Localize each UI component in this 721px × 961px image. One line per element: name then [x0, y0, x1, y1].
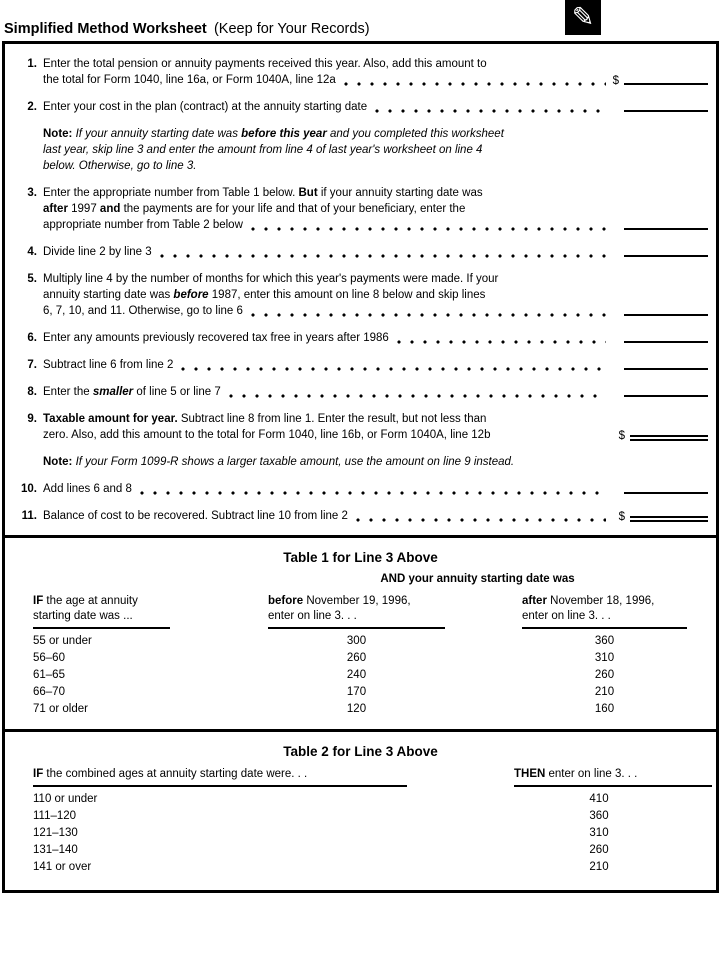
table-row-ages: 141 or over [33, 861, 92, 873]
table-2-title: Table 2 for Line 3 Above [283, 744, 438, 759]
worksheet-note-line3 [43, 126, 708, 174]
dot-leader [397, 340, 606, 344]
worksheet-line-3 [15, 185, 708, 233]
line-text: Taxable amount for year. Subtract line 8 from line 1. Enter the result, but not less than [43, 413, 487, 425]
dot-leader [181, 367, 606, 371]
answer-blank [624, 228, 708, 230]
line-number: 10. [21, 483, 37, 495]
table-2-col2-header: THEN enter on line 3. . . [514, 767, 712, 787]
line-text: Enter the smaller of line 5 or line 7 [43, 386, 221, 398]
table-1-col1-header: IF the age at annuity starting date was ... [33, 594, 170, 629]
line-text: Subtract line 6 from line 2 [43, 359, 174, 371]
section-divider [5, 535, 716, 538]
table-row-value: 360 [589, 810, 609, 822]
answer-area [608, 395, 708, 400]
worksheet-line-10 [15, 481, 708, 497]
table-row-age: 66–70 [33, 686, 65, 698]
table-row-ages: 110 or under [33, 793, 98, 805]
table-row-ages: 131–140 [33, 844, 78, 856]
table-row-after: 260 [594, 669, 615, 681]
table-row-age: 71 or older [33, 703, 88, 715]
answer-blank [624, 314, 708, 316]
section-divider [5, 729, 716, 732]
worksheet-box [2, 41, 719, 893]
line-text: Enter the total pension or annuity payments received this year. Also, add this amount to [43, 58, 487, 70]
table-1-col2-header: before November 19, 1996, enter on line 3. . . [268, 594, 445, 629]
answer-blank [630, 435, 708, 441]
answer-blank [624, 255, 708, 257]
table-row-value: 310 [589, 827, 609, 839]
table-row-value: 260 [589, 844, 609, 856]
table-row-age: 61–65 [33, 669, 65, 681]
table-row-ages: 121–130 [33, 827, 78, 839]
spacer [498, 437, 606, 441]
table-row-after: 210 [594, 686, 615, 698]
dot-leader [375, 109, 606, 113]
line-number: 5. [27, 273, 37, 285]
worksheet-line-2 [15, 99, 708, 115]
answer-area [608, 110, 708, 115]
dot-leader [251, 227, 606, 231]
answer-area [608, 368, 708, 373]
table-row-age: 56–60 [33, 652, 65, 664]
worksheet-line-5 [15, 271, 708, 319]
line-number: 1. [27, 58, 37, 70]
line-text: 6, 7, 10, and 11. Otherwise, go to line 6 [43, 305, 243, 317]
table-row-before: 240 [346, 669, 367, 681]
worksheet-note-line9 [43, 454, 708, 470]
line-number: 7. [27, 359, 37, 371]
line-text: after 1997 and the payments are for your life and that of your beneficiary, enter the [43, 203, 466, 215]
answer-area [608, 228, 708, 233]
table-row-value: 410 [589, 793, 609, 805]
table-row-before: 120 [346, 703, 367, 715]
table-row-value: 210 [589, 861, 609, 873]
answer-area [608, 76, 708, 88]
line-text: the total for Form 1040, line 16a, or Form 1040A, line 12a [43, 74, 336, 86]
table-2-section [5, 744, 716, 890]
dot-leader [251, 313, 606, 317]
dollar-sign: $ [618, 430, 625, 442]
line-text: Balance of cost to be recovered. Subtract line 10 from line 2 [43, 510, 348, 522]
table-row-before: 300 [346, 635, 367, 647]
dot-leader [160, 254, 606, 258]
table-2 [5, 759, 716, 890]
table-1-col3-header: after November 18, 1996, enter on line 3. . . [522, 594, 687, 629]
table-row-before: 260 [346, 652, 367, 664]
table-row-before: 170 [346, 686, 367, 698]
line-text: annuity starting date was before 1987, enter this amount on line 8 below and skip lines [43, 289, 486, 301]
answer-area [608, 492, 708, 497]
table-1-title: Table 1 for Line 3 Above [283, 550, 438, 565]
note-text: last year, skip line 3 and enter the amount from line 4 of last year's worksheet on line 4 [43, 144, 483, 156]
page-title [4, 21, 370, 37]
line-number: 4. [27, 246, 37, 258]
answer-blank [624, 492, 708, 494]
page-header [0, 0, 721, 41]
answer-area [608, 255, 708, 260]
note-text: Note: If your annuity starting date was before this year and you completed this worksheet [43, 128, 504, 140]
answer-blank [624, 395, 708, 397]
line-number: 3. [27, 187, 37, 199]
line-text: Add lines 6 and 8 [43, 483, 132, 495]
line-number: 2. [27, 101, 37, 113]
line-text: appropriate number from Table 2 below [43, 219, 243, 231]
dollar-sign: $ [618, 511, 625, 523]
answer-area [608, 314, 708, 319]
worksheet-lines-section [5, 44, 716, 524]
note-text: below. Otherwise, go to line 3. [43, 160, 197, 172]
table-2-col1-header: IF the combined ages at annuity starting date were. . . [33, 767, 407, 787]
worksheet-subtitle: (Keep for Your Records) [213, 21, 370, 37]
worksheet-title: Simplified Method Worksheet [4, 21, 207, 37]
dot-leader [356, 518, 606, 522]
answer-area [608, 512, 708, 524]
worksheet-line-1 [15, 56, 708, 88]
table-1 [5, 565, 716, 729]
worksheet-line-8 [15, 384, 708, 400]
table-row-ages: 111–120 [33, 810, 77, 822]
table-row-after: 160 [594, 703, 615, 715]
line-text: Divide line 2 by line 3 [43, 246, 152, 258]
line-number: 9. [27, 413, 37, 425]
dollar-sign: $ [612, 75, 619, 87]
line-text: Enter any amounts previously recovered tax free in years after 1986 [43, 332, 389, 344]
line-number: 11. [21, 510, 37, 522]
answer-blank [630, 516, 708, 522]
dot-leader [344, 82, 606, 86]
line-text: Enter your cost in the plan (contract) at the annuity starting date [43, 101, 368, 113]
dot-leader [229, 394, 606, 398]
worksheet-line-11 [15, 508, 708, 524]
worksheet-line-7 [15, 357, 708, 373]
worksheet-line-9 [15, 411, 708, 443]
table-row-after: 310 [594, 652, 615, 664]
note-text: Note: If your Form 1099-R shows a larger taxable amount, use the amount on line 9 instead. [43, 456, 515, 468]
answer-blank [624, 368, 708, 370]
worksheet-line-4 [15, 244, 708, 260]
table-row-age: 55 or under [33, 635, 92, 647]
line-text: Enter the appropriate number from Table 1 below. But if your annuity starting date was [43, 187, 483, 199]
dot-leader [140, 491, 606, 495]
pencil-icon: ✎ [565, 0, 601, 35]
line-number: 6. [27, 332, 37, 344]
answer-area [608, 341, 708, 346]
answer-blank [624, 341, 708, 343]
worksheet-line-6 [15, 330, 708, 346]
line-number: 8. [27, 386, 37, 398]
answer-blank [624, 83, 708, 85]
answer-area [608, 431, 708, 443]
answer-blank [624, 110, 708, 112]
line-text: zero. Also, add this amount to the total for Form 1040, line 16b, or Form 1040A, line 12b [43, 429, 491, 441]
table-1-span-header: AND your annuity starting date was [380, 573, 575, 585]
line-text: Multiply line 4 by the number of months for which this year's payments were made. If your [43, 273, 499, 285]
table-1-section [5, 550, 716, 729]
table-row-after: 360 [594, 635, 615, 647]
